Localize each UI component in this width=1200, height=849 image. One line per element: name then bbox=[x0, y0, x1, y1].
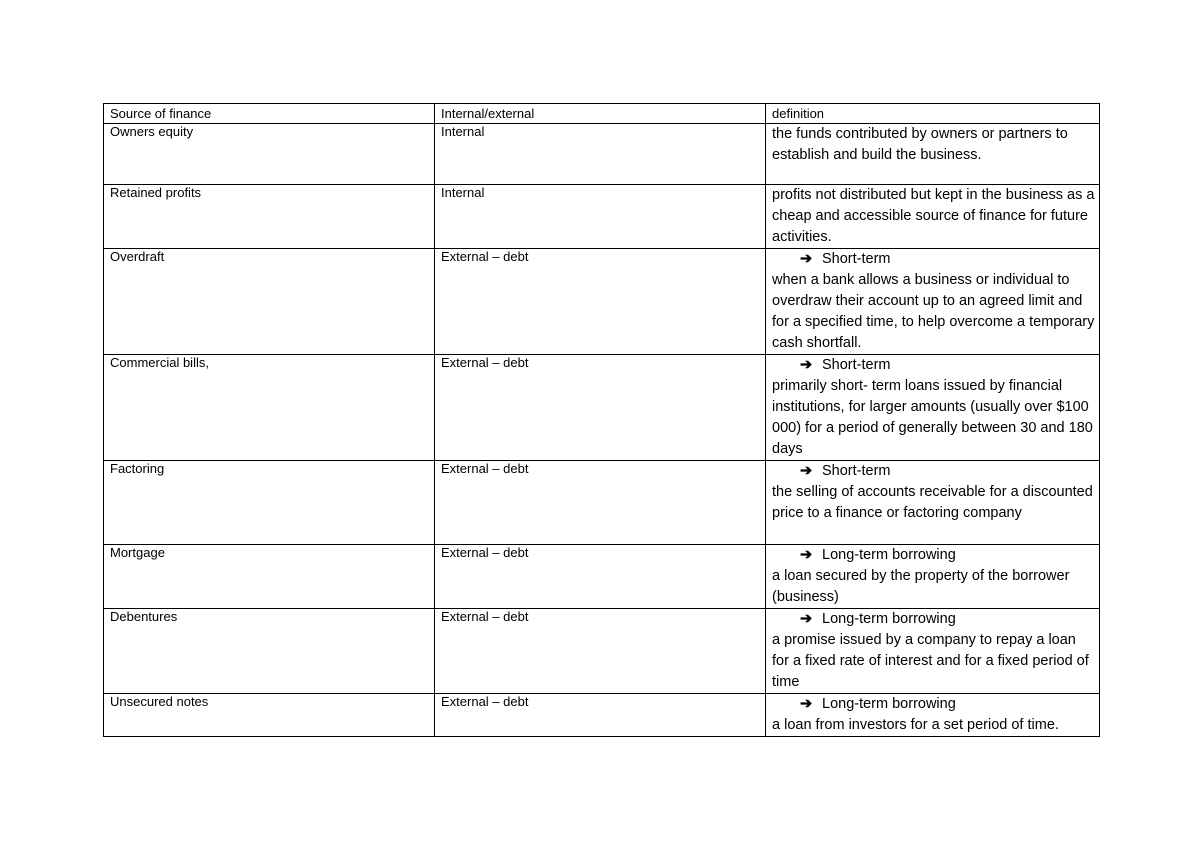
type-cell: External – debt bbox=[435, 355, 766, 461]
source-cell: Factoring bbox=[104, 461, 435, 545]
term-label: Long-term borrowing bbox=[822, 547, 956, 563]
type-cell: External – debt bbox=[435, 609, 766, 694]
definition-text: profits not distributed but kept in the business as a cheap and accessible source of finance for future activities. bbox=[772, 187, 1095, 245]
table-row bbox=[104, 694, 1100, 737]
term-label: Short-term bbox=[822, 357, 891, 373]
arrow-right-icon: ➔ bbox=[800, 251, 813, 267]
table-row bbox=[104, 124, 1100, 185]
definition-cell bbox=[766, 355, 1100, 461]
definition-text: the funds contributed by owners or partners to establish and build the business. bbox=[772, 126, 1068, 163]
term-label: Long-term borrowing bbox=[822, 611, 956, 627]
definition-cell bbox=[766, 124, 1100, 185]
type-cell: External – debt bbox=[435, 249, 766, 355]
arrow-right-icon: ➔ bbox=[800, 611, 813, 627]
definition-cell bbox=[766, 249, 1100, 355]
finance-sources-table bbox=[103, 103, 1100, 737]
term-line bbox=[772, 461, 1095, 482]
arrow-right-icon: ➔ bbox=[800, 463, 813, 479]
table-row bbox=[104, 355, 1100, 461]
definition-cell bbox=[766, 609, 1100, 694]
type-cell: Internal bbox=[435, 185, 766, 249]
term-line bbox=[772, 249, 1095, 270]
source-cell: Commercial bills, bbox=[104, 355, 435, 461]
term-line bbox=[772, 694, 1095, 715]
arrow-right-icon: ➔ bbox=[800, 547, 813, 563]
source-cell: Owners equity bbox=[104, 124, 435, 185]
term-line bbox=[772, 355, 1095, 376]
table-row bbox=[104, 545, 1100, 609]
definition-text: a loan from investors for a set period of time. bbox=[772, 717, 1059, 733]
header-internal-external: Internal/external bbox=[435, 104, 766, 124]
definition-text: a loan secured by the property of the borrower (business) bbox=[772, 568, 1070, 605]
arrow-right-icon: ➔ bbox=[800, 696, 813, 712]
term-line bbox=[772, 545, 1095, 566]
definition-cell bbox=[766, 461, 1100, 545]
definition-cell bbox=[766, 185, 1100, 249]
definition-text: the selling of accounts receivable for a discounted price to a finance or factoring company bbox=[772, 484, 1093, 521]
header-source: Source of finance bbox=[104, 104, 435, 124]
type-cell: External – debt bbox=[435, 545, 766, 609]
term-label: Long-term borrowing bbox=[822, 696, 956, 712]
table-row bbox=[104, 249, 1100, 355]
definition-text: primarily short- term loans issued by financial institutions, for larger amounts (usually over $100 000) for a period of generally between 30 and 180 days bbox=[772, 378, 1093, 457]
definition-text: a promise issued by a company to repay a loan for a fixed rate of interest and for a fixed period of time bbox=[772, 632, 1089, 690]
source-cell: Overdraft bbox=[104, 249, 435, 355]
source-cell: Debentures bbox=[104, 609, 435, 694]
definition-text: when a bank allows a business or individual to overdraw their account up to an agreed limit and for a specified time, to help overcome a temporary cash shortfall. bbox=[772, 272, 1095, 351]
term-label: Short-term bbox=[822, 251, 891, 267]
source-cell: Mortgage bbox=[104, 545, 435, 609]
term-line bbox=[772, 609, 1095, 630]
table-row bbox=[104, 461, 1100, 545]
source-cell: Unsecured notes bbox=[104, 694, 435, 737]
definition-cell bbox=[766, 694, 1100, 737]
type-cell: External – debt bbox=[435, 461, 766, 545]
table-row bbox=[104, 609, 1100, 694]
definition-cell bbox=[766, 545, 1100, 609]
table-header-row bbox=[104, 104, 1100, 124]
type-cell: External – debt bbox=[435, 694, 766, 737]
header-definition: definition bbox=[766, 104, 1100, 124]
term-label: Short-term bbox=[822, 463, 891, 479]
arrow-right-icon: ➔ bbox=[800, 357, 813, 373]
table-row bbox=[104, 185, 1100, 249]
type-cell: Internal bbox=[435, 124, 766, 185]
source-cell: Retained profits bbox=[104, 185, 435, 249]
